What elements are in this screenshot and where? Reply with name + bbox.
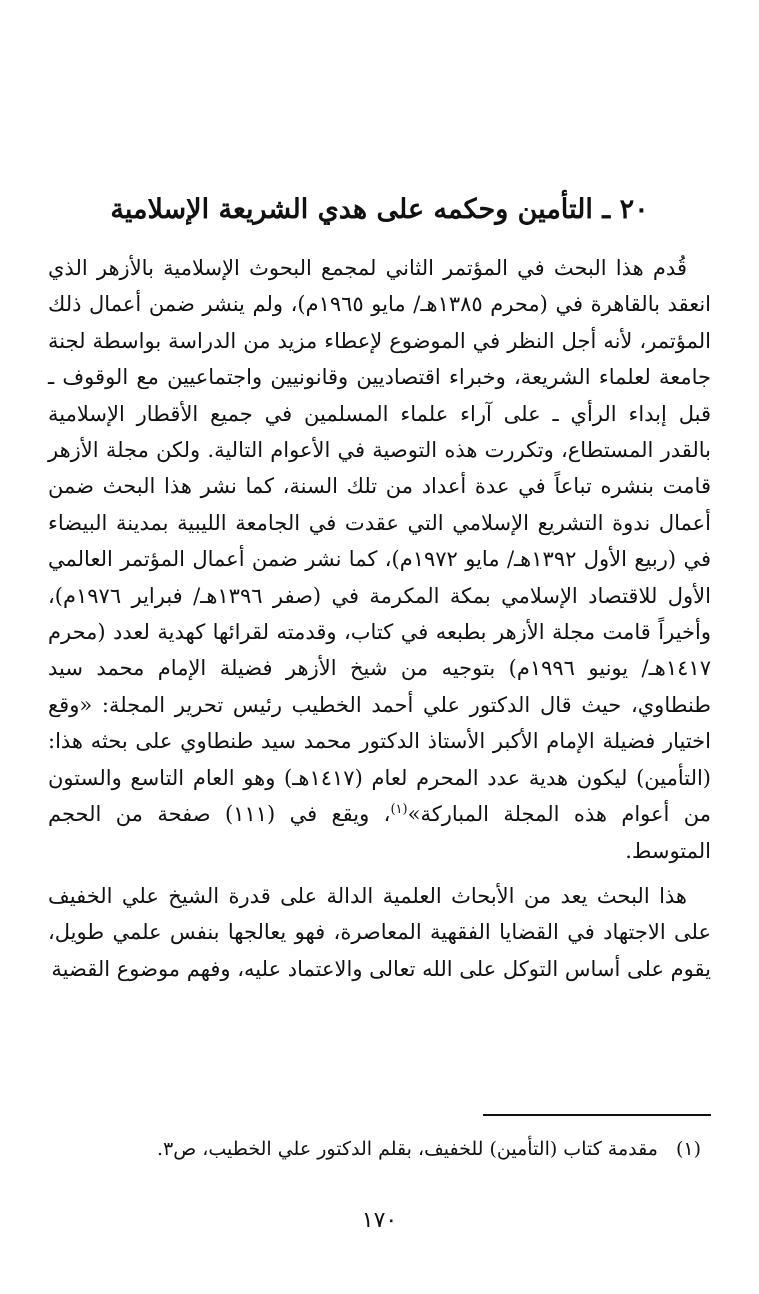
paragraph-1-continuation: ، ويقع في (١١١) صفحة من الحجم المتوسط. — [48, 802, 711, 863]
footnote-reference: (١) — [390, 802, 408, 818]
page-number: ١٧٠ — [361, 1208, 398, 1233]
paragraph-1 — [48, 250, 711, 869]
footnote-divider — [483, 1114, 711, 1116]
footnote-number: (١) — [675, 1138, 701, 1160]
footnote-text: مقدمة كتاب (التأمين) للخفيف، بقلم الدكتور علي الخطيب، ص٣. — [156, 1138, 658, 1160]
paragraph-1-text: قُدم هذا البحث في المؤتمر الثاني لمجمع البحوث الإسلامية بالأزهر الذي انعقد بالقاهرة في (محرم ١٣٨٥هـ/ مايو ١٩٦٥م)، ولم ينشر ضمن أعمال ذلك المؤتمر، لأنه أجل النظر في الموضوع لإعطاء مزيد من الدراسة بواسطة لجنة جامعة لعلماء الشريعة، وخبراء اقتصاديين وقانونيين واجتماعيين مع الوقوف ـ قبل إبداء الرأي ـ على آراء علماء المسلمين في جميع الأقطار الإسلامية بالقدر المستطاع، وتكررت هذه التوصية في الأعوام التالية. ولكن مجلة الأزهر قامت بنشره تباعاً في عدة أعداد من تلك السنة، كما نشر هذا البحث ضمن أعمال ندوة التشريع الإسلامي التي عقدت في الجامعة الليبية بمدينة البيضاء في (ربيع الأول ١٣٩٢هـ/ مايو ١٩٧٢م)، كما نشر ضمن أعمال المؤتمر العالمي الأول للاقتصاد الإسلامي بمكة المكرمة في (صفر ١٣٩٦هـ/ فبراير ١٩٧٦م)، وأخيراً قامت مجلة الأزهر بطبعه في كتاب، وقدمته لقرائها كهدية لعدد (محرم ١٤١٧هـ/ يونيو ١٩٩٦م) بتوجيه من شيخ الأزهر فضيلة الإمام محمد سيد طنطاوي، حيث قال الدكتور علي أحمد الخطيب رئيس تحرير المجلة: «وقع اختيار فضيلة الإمام الأكبر الأستاذ الدكتور محمد سيد طنطاوي على بحثه هذا: (التأمين) ليكون هدية عدد المحرم لعام (١٤١٧هـ) وهو العام التاسع والستون من أعوام هذه المجلة المباركة» — [48, 256, 712, 827]
footnote — [48, 1134, 701, 1164]
section-heading: ٢٠ ـ التأمين وحكمه على هدي الشريعة الإسلامية — [110, 194, 649, 226]
paragraph-2: هذا البحث يعد من الأبحاث العلمية الدالة على قدرة الشيخ علي الخفيف على الاجتهاد في القضايا الفقهية المعاصرة، فهو يعالجها بنفس علمي طويل، يقوم على أساس التوكل على الله تعالى والاعتماد عليه، وفهم موضوع القضية — [48, 883, 711, 981]
body-text — [48, 250, 711, 987]
